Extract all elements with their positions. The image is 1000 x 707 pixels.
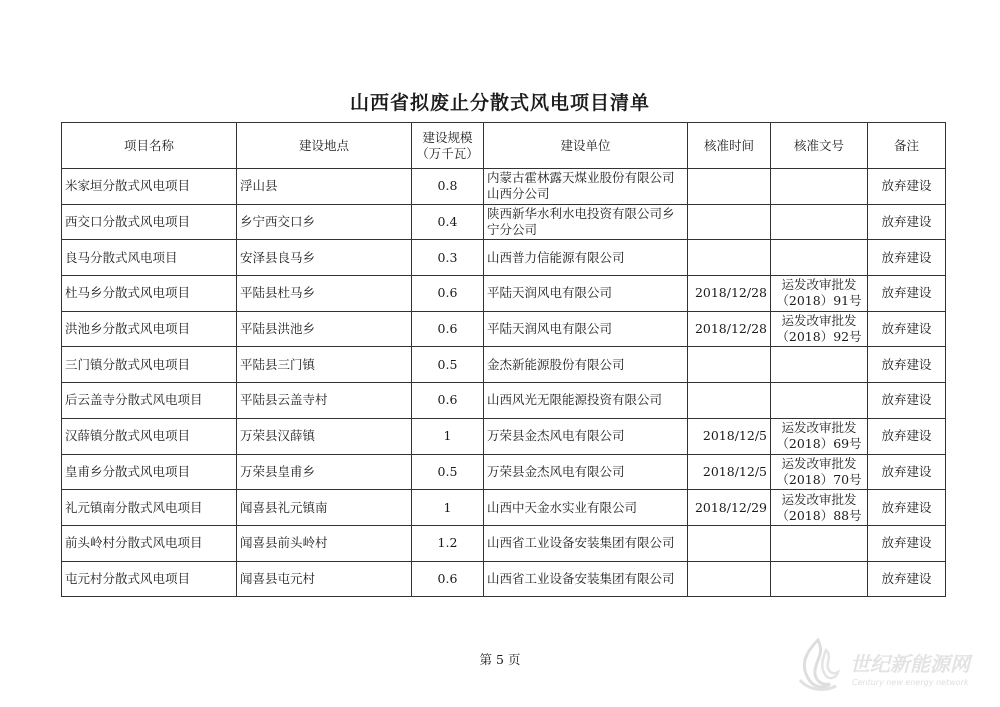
cell-date: 2018/12/5 <box>688 418 771 454</box>
header-scale <box>412 123 484 169</box>
cell-note: 放弃建设 <box>868 490 946 526</box>
header-remarks: 备注 <box>868 123 946 169</box>
cell-name: 屯元村分散式风电项目 <box>62 561 237 597</box>
cell-note: 放弃建设 <box>868 418 946 454</box>
cell-note: 放弃建设 <box>868 454 946 490</box>
cell-scale: 0.6 <box>412 276 484 312</box>
header-scale-line1: 建设规模 <box>422 129 473 145</box>
cell-scale: 1 <box>412 490 484 526</box>
cell-date <box>688 561 771 597</box>
cell-doc <box>771 169 868 205</box>
cell-scale: 1 <box>412 418 484 454</box>
cell-scale: 0.8 <box>412 169 484 205</box>
document-title: 山西省拟废止分散式风电项目清单 <box>349 92 650 114</box>
cell-note: 放弃建设 <box>868 169 946 205</box>
cell-doc: 运发改审批发（2018）92号 <box>771 311 868 347</box>
cell-note: 放弃建设 <box>868 383 946 419</box>
table-row <box>62 240 946 276</box>
cell-name: 洪池乡分散式风电项目 <box>62 311 237 347</box>
cell-note: 放弃建设 <box>868 204 946 240</box>
table-row <box>62 490 946 526</box>
project-table <box>61 122 946 597</box>
watermark-sub: Century new energy network <box>852 678 969 687</box>
cell-date: 2018/12/29 <box>688 490 771 526</box>
cell-scale: 0.6 <box>412 561 484 597</box>
cell-name: 米家垣分散式风电项目 <box>62 169 237 205</box>
cell-doc <box>771 525 868 561</box>
cell-unit: 内蒙古霍林露天煤业股份有限公司山西分公司 <box>484 169 688 205</box>
cell-name: 西交口分散式风电项目 <box>62 204 237 240</box>
cell-scale: 0.5 <box>412 347 484 383</box>
cell-unit: 万荣县金杰风电有限公司 <box>484 418 688 454</box>
cell-scale: 0.4 <box>412 204 484 240</box>
table-row <box>62 454 946 490</box>
cell-location: 万荣县汉薛镇 <box>237 418 412 454</box>
cell-date <box>688 204 771 240</box>
cell-doc: 运发改审批发（2018）91号 <box>771 276 868 312</box>
cell-location: 闻喜县屯元村 <box>237 561 412 597</box>
watermark <box>790 636 990 698</box>
cell-location: 闻喜县前头岭村 <box>237 525 412 561</box>
cell-unit: 山西中天金水实业有限公司 <box>484 490 688 526</box>
header-location: 建设地点 <box>237 123 412 169</box>
header-approval-date: 核准时间 <box>688 123 771 169</box>
cell-location: 平陆县洪池乡 <box>237 311 412 347</box>
cell-date <box>688 240 771 276</box>
cell-scale: 0.5 <box>412 454 484 490</box>
watermark-brand: 世纪新能源网 <box>850 652 970 676</box>
table-row <box>62 383 946 419</box>
cell-doc <box>771 383 868 419</box>
cell-name: 良马分散式风电项目 <box>62 240 237 276</box>
cell-date <box>688 383 771 419</box>
cell-date: 2018/12/5 <box>688 454 771 490</box>
cell-date: 2018/12/28 <box>688 276 771 312</box>
cell-unit: 山西省工业设备安装集团有限公司 <box>484 561 688 597</box>
cell-name: 前头岭村分散式风电项目 <box>62 525 237 561</box>
cell-location: 万荣县皇甫乡 <box>237 454 412 490</box>
cell-unit: 山西普力信能源有限公司 <box>484 240 688 276</box>
header-approval-doc: 核准文号 <box>771 123 868 169</box>
cell-doc: 运发改审批发（2018）70号 <box>771 454 868 490</box>
cell-note: 放弃建设 <box>868 561 946 597</box>
cell-location: 闻喜县礼元镇南 <box>237 490 412 526</box>
table-row <box>62 525 946 561</box>
cell-unit: 金杰新能源股份有限公司 <box>484 347 688 383</box>
cell-location: 平陆县杜马乡 <box>237 276 412 312</box>
cell-name: 皇甫乡分散式风电项目 <box>62 454 237 490</box>
cell-scale: 0.6 <box>412 383 484 419</box>
cell-note: 放弃建设 <box>868 525 946 561</box>
cell-unit: 山西省工业设备安装集团有限公司 <box>484 525 688 561</box>
cell-unit: 陕西新华水利水电投资有限公司乡宁分公司 <box>484 204 688 240</box>
cell-date <box>688 525 771 561</box>
table-row <box>62 347 946 383</box>
cell-doc <box>771 347 868 383</box>
cell-scale: 1.2 <box>412 525 484 561</box>
cell-note: 放弃建设 <box>868 276 946 312</box>
cell-location: 平陆县三门镇 <box>237 347 412 383</box>
cell-scale: 0.6 <box>412 311 484 347</box>
cell-unit: 平陆天润风电有限公司 <box>484 276 688 312</box>
table-row <box>62 311 946 347</box>
table-row <box>62 561 946 597</box>
cell-name: 三门镇分散式风电项目 <box>62 347 237 383</box>
cell-note: 放弃建设 <box>868 240 946 276</box>
cell-date <box>688 169 771 205</box>
header-scale-line2: （万千瓦） <box>416 145 479 161</box>
cell-doc <box>771 204 868 240</box>
cell-name: 后云盖寺分散式风电项目 <box>62 383 237 419</box>
table-row <box>62 169 946 205</box>
cell-unit: 平陆天润风电有限公司 <box>484 311 688 347</box>
cell-name: 杜马乡分散式风电项目 <box>62 276 237 312</box>
cell-unit: 万荣县金杰风电有限公司 <box>484 454 688 490</box>
table-row <box>62 418 946 454</box>
cell-doc: 运发改审批发（2018）69号 <box>771 418 868 454</box>
cell-location: 安泽县良马乡 <box>237 240 412 276</box>
cell-location: 平陆县云盖寺村 <box>237 383 412 419</box>
cell-location: 浮山县 <box>237 169 412 205</box>
cell-scale: 0.3 <box>412 240 484 276</box>
header-name: 项目名称 <box>62 123 237 169</box>
cell-doc <box>771 561 868 597</box>
cell-unit: 山西风光无限能源投资有限公司 <box>484 383 688 419</box>
cell-location: 乡宁西交口乡 <box>237 204 412 240</box>
cell-note: 放弃建设 <box>868 347 946 383</box>
cell-doc <box>771 240 868 276</box>
cell-date: 2018/12/28 <box>688 311 771 347</box>
flame-swirl-logo-icon <box>790 636 846 694</box>
table-row <box>62 204 946 240</box>
cell-doc: 运发改审批发（2018）88号 <box>771 490 868 526</box>
page-number: 第 5 页 <box>479 652 521 667</box>
cell-note: 放弃建设 <box>868 311 946 347</box>
table-header-row <box>62 123 946 169</box>
table-row <box>62 276 946 312</box>
header-unit: 建设单位 <box>484 123 688 169</box>
cell-date <box>688 347 771 383</box>
cell-name: 礼元镇南分散式风电项目 <box>62 490 237 526</box>
cell-name: 汉薛镇分散式风电项目 <box>62 418 237 454</box>
